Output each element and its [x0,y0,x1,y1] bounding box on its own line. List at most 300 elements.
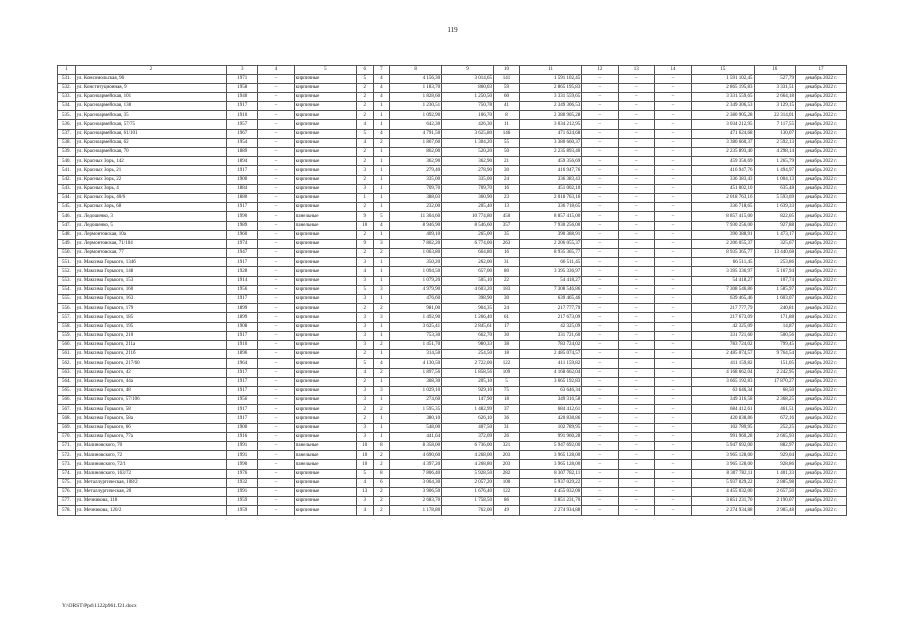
table-cell: – [258,469,294,478]
table-cell: – [258,487,294,496]
table-cell: 3 [373,285,390,294]
table-cell: 548,00 [390,423,442,432]
table-cell: – [582,285,618,294]
table-row [58,249,847,258]
table-cell: 1 094,50 [390,267,442,276]
table-cell: – [582,203,618,212]
table-cell: – [582,92,618,101]
table-cell: 357 [493,221,519,230]
table-cell: – [618,322,654,331]
table-cell: 2 722,00 [442,359,494,368]
table-cell: 1 [373,377,390,386]
table-cell: кирпичные [294,340,356,349]
table-cell: – [582,111,618,120]
table-cell: 2 274 934,88 [692,506,754,515]
table-cell: ул. Малиновского, 70 [75,442,227,451]
table-row [58,368,847,377]
table-cell: – [654,331,691,340]
table-cell: 662,70 [442,331,494,340]
table-cell: 2 349 306,53 [519,102,581,111]
table-cell: – [258,175,294,184]
table-cell: 532. [58,83,76,92]
table-cell: 416 947,76 [692,166,754,175]
table-cell: – [582,469,618,478]
table-cell: 3 395 336,97 [519,267,581,276]
table-cell: ул. Красных Зорь, 142 [75,157,227,166]
table-cell: ул. Максима Горького, 211б [75,350,227,359]
table-cell: 1 [373,267,390,276]
column-number-cell: 10 [493,66,519,75]
table-cell: декабрь 2022 г. [796,102,847,111]
table-cell: кирпичные [294,487,356,496]
table-cell: 541. [58,166,76,175]
table-cell: 3 034 212,95 [519,120,581,129]
table-cell: ул. Ледошенко, 5 [75,221,227,230]
table-cell: – [582,396,618,405]
table-cell: ул. Комсомольская, 96 [75,74,227,83]
table-cell: – [654,487,691,496]
table-cell: 3 [373,386,390,395]
table-cell: 3 906,50 [390,487,442,496]
table-cell: 2 845,61 [442,322,494,331]
table-cell: – [618,414,654,423]
column-number-cell: 3 [227,66,258,75]
table-cell: 3 014,65 [442,74,494,83]
table-cell: 3 064,30 [390,478,442,487]
table-cell: 2 235 893,40 [692,148,754,157]
table-row [58,129,847,138]
table-cell: кирпичные [294,359,356,368]
table-cell: 336 718,65 [519,203,581,212]
table-cell: – [618,478,654,487]
table-cell: 1 [373,166,390,175]
table-cell: – [258,442,294,451]
table-cell: 217 777,79 [692,304,754,313]
table-cell: 3 [373,313,390,322]
table-cell: 5 167,94 [754,267,796,276]
table-cell: – [582,331,618,340]
table-cell: – [618,120,654,129]
table-cell: ул. Лермонтовская, 77 [75,249,227,258]
table-cell: 2 [356,350,373,359]
table-cell: 252,25 [754,423,796,432]
table-cell: – [654,469,691,478]
table-cell: ул. Красных Зорь, 68 [75,203,227,212]
table-cell: 59 [493,83,519,92]
table-cell: 753,30 [390,331,442,340]
table-cell: 102 789,95 [692,423,754,432]
table-cell: ул. Красноармейская, 101 [75,92,227,101]
table-cell: 335,00 [390,175,442,184]
table-cell: 7 308 546,86 [692,285,754,294]
table-cell: 10 [356,460,373,469]
table-cell: 3 [356,432,373,441]
table-cell: 1 [373,423,390,432]
table-cell: 24 [493,304,519,313]
table-cell: декабрь 2022 г. [796,267,847,276]
table-cell: 1 828,60 [390,92,442,101]
table-cell: 1 473,17 [754,230,796,239]
table-cell: 4 [356,138,373,147]
table-row [58,148,847,157]
table-row [58,506,847,515]
table-cell: 1917 [227,203,258,212]
table-cell: кирпичные [294,368,356,377]
table-cell: – [582,423,618,432]
table-cell: 7 930 256,00 [692,221,754,230]
table-cell: 3 034 212,95 [692,120,754,129]
table-cell: 1 [373,396,390,405]
table-cell: 1959 [227,506,258,515]
table-cell: 441,64 [390,432,442,441]
table-cell: 2 [356,83,373,92]
table-cell: – [618,166,654,175]
table-cell: 17 870,27 [754,377,796,386]
table-cell: 11 [493,120,519,129]
table-cell: 217 673,09 [519,313,581,322]
table-cell: 217 777,79 [519,304,581,313]
table-cell: 10 [356,451,373,460]
table-cell: – [654,442,691,451]
table-cell: 63 646,34 [519,386,581,395]
table-row [58,92,847,101]
table-cell: 2 [373,340,390,349]
table-cell: 2 485 074,57 [692,350,754,359]
table-cell: 4 268,00 [442,451,494,460]
table-cell: 3 331,51 [754,83,796,92]
table-cell: 1991 [227,451,258,460]
table-cell: 17 [493,322,519,331]
table-cell: 1917 [227,166,258,175]
table-cell: – [258,285,294,294]
table-cell: 551. [58,258,76,267]
table-cell: 1 [373,102,390,111]
table-cell: ул. Максима Горького, 211а [75,340,227,349]
table-cell: кирпичные [294,377,356,386]
table-cell: кирпичные [294,258,356,267]
table-cell: кирпичные [294,469,356,478]
table-cell: 141 [493,74,519,83]
table-cell: ул. Конституционная, 9 [75,83,227,92]
table-cell: 42 325,09 [519,322,581,331]
table-cell: – [582,239,618,248]
table-cell: 571. [58,442,76,451]
table-cell: – [618,102,654,111]
column-number-cell: 4 [258,66,294,75]
table-cell: 535. [58,111,76,120]
table-cell: 642,30 [390,120,442,129]
table-cell: – [654,414,691,423]
table-cell: 904,35 [442,304,494,313]
table-cell: 533. [58,92,76,101]
table-cell: 5 947 692,00 [519,442,581,451]
table-cell: 1 183,70 [390,83,442,92]
table-row [58,120,847,129]
table-cell: кирпичные [294,276,356,285]
table-cell: – [618,442,654,451]
table-cell: – [618,432,654,441]
table-cell: 31 [493,423,519,432]
table-cell: – [582,212,618,221]
table-cell: 3 [356,331,373,340]
table-cell: 2 [373,497,390,506]
table-cell: 35 [493,230,519,239]
table-cell: – [654,239,691,248]
table-cell: – [258,313,294,322]
table-cell: 13 [356,487,373,496]
table-cell: декабрь 2022 г. [796,295,847,304]
table-cell: – [582,350,618,359]
table-cell: 1900 [227,175,258,184]
table-cell: декабрь 2022 г. [796,368,847,377]
table-cell: 1960 [227,230,258,239]
table-cell: 2 [356,157,373,166]
table-row [58,414,847,423]
table-cell: 4 603,20 [442,285,494,294]
table-cell: декабрь 2022 г. [796,442,847,451]
table-cell: 183 [493,285,519,294]
table-cell: 8 [373,442,390,451]
housing-table [57,65,847,516]
table-cell: ул. Максима Горького, 48 [75,386,227,395]
table-cell: – [258,212,294,221]
table-cell: 4 455 032,00 [519,487,581,496]
table-cell: 26 [493,432,519,441]
table-row [58,83,847,92]
table-cell: 22 [493,276,519,285]
table-cell: 75 [493,386,519,395]
table-cell: декабрь 2022 г. [796,230,847,239]
table-cell: 1 [373,258,390,267]
table-cell: – [582,497,618,506]
table-cell: 539. [58,148,76,157]
table-cell: 151,05 [754,359,796,368]
table-cell: 577. [58,497,76,506]
table-cell: 314,50 [390,350,442,359]
table-cell: ул. Максима Горького, 195 [75,322,227,331]
table-cell: 416 947,76 [519,166,581,175]
table-cell: – [618,193,654,202]
table-cell: – [654,102,691,111]
table-row [58,359,847,368]
table-cell: – [582,313,618,322]
table-cell: – [582,506,618,515]
table-cell: 1 603,07 [754,295,796,304]
table-cell: ул. Максима Горького, 163 [75,295,227,304]
table-cell: 578. [58,506,76,515]
table-cell: 308,30 [390,377,442,386]
table-cell: 573. [58,460,76,469]
table-cell: 30 [493,295,519,304]
table-cell: кирпичные [294,203,356,212]
table-cell: – [582,414,618,423]
table-cell: 1 [373,230,390,239]
table-cell: декабрь 2022 г. [796,166,847,175]
table-cell: 30 [493,331,519,340]
table-cell: 1894 [227,157,258,166]
table-cell: – [582,460,618,469]
table-cell: кирпичные [294,285,356,294]
table-cell: 2 [356,102,373,111]
table-cell: – [258,102,294,111]
table-cell: декабрь 2022 г. [796,377,847,386]
table-cell: 6 774,00 [442,239,494,248]
table-cell: – [654,295,691,304]
table-cell: 2 [356,203,373,212]
table-cell: 1 [373,432,390,441]
table-cell: 1 867,60 [390,138,442,147]
table-cell: 4 168 662,04 [519,368,581,377]
table-cell: 10 774,80 [442,212,494,221]
table-cell: ул. Металлургическая, 20 [75,487,227,496]
table-cell: 54 418,27 [692,276,754,285]
table-cell: – [258,414,294,423]
table-cell: – [654,120,691,129]
table-cell: декабрь 2022 г. [796,285,847,294]
table-cell: ул. Красных Зорь, 40/6 [75,193,227,202]
column-number-cell: 16 [754,66,796,75]
table-cell: 537. [58,129,76,138]
table-cell: 1958 [227,83,258,92]
table-cell: 1 [373,175,390,184]
table-cell: 55 [493,138,519,147]
table-cell: – [654,92,691,101]
table-cell: 13 440,68 [754,249,796,258]
table-cell: 549. [58,239,76,248]
table-cell: 3 [356,313,373,322]
table-cell: 2 [373,506,390,515]
table-cell: ул. Максима Горького, 77а [75,432,227,441]
table-cell: кирпичные [294,184,356,193]
table-cell: 205,10 [442,377,494,386]
table-cell: 476,60 [390,295,442,304]
table-cell: 3 665 192,83 [519,377,581,386]
table-cell: кирпичные [294,249,356,258]
table-cell: – [258,267,294,276]
table-cell: 205,40 [442,203,494,212]
table-cell: 2 [356,148,373,157]
table-cell: 2 885,98 [754,478,796,487]
table-cell: – [618,138,654,147]
column-number-cell: 6 [356,66,373,75]
table-cell: 4 455 032,00 [692,487,754,496]
table-cell: 130,07 [754,129,796,138]
table-cell: ул. Мечникова, 118 [75,497,227,506]
table-cell: – [258,221,294,230]
table-cell: – [258,322,294,331]
table-cell: кирпичные [294,313,356,322]
table-cell: 1917 [227,405,258,414]
table-cell: – [258,460,294,469]
table-cell: – [258,111,294,120]
table-cell: 626,10 [442,414,494,423]
table-cell: – [258,193,294,202]
table-cell: 1 [373,322,390,331]
table-cell: 5 [356,469,373,478]
table-cell: 30 [493,166,519,175]
table-cell: 657,00 [442,267,494,276]
table-cell: – [654,386,691,395]
table-cell: 1 858,56 [442,368,494,377]
table-cell: – [654,405,691,414]
table-cell: – [258,138,294,147]
table-cell: – [618,212,654,221]
table-cell: 5 [356,129,373,138]
column-number-cell: 2 [75,66,227,75]
table-cell: ул. Максима Горького, 210 [75,331,227,340]
table-cell: ул. Максима Горького, 148 [75,267,227,276]
table-cell: 762,00 [442,506,494,515]
table-cell: – [654,258,691,267]
table-cell: – [258,451,294,460]
table-cell: 68,50 [754,386,796,395]
table-cell: 684 412,61 [519,405,581,414]
table-cell: – [582,405,618,414]
table-cell: 2 [356,304,373,313]
table-cell: 4 130,50 [390,359,442,368]
table-cell: 5 928,50 [442,469,494,478]
table-cell: 3 965 128,00 [519,460,581,469]
table-cell: 2 057,20 [442,478,494,487]
table-cell: – [258,405,294,414]
table-cell: кирпичные [294,83,356,92]
table-cell: 8 358,00 [390,442,442,451]
table-cell: 8 307 782,11 [519,469,581,478]
table-cell: – [582,451,618,460]
table-cell: декабрь 2022 г. [796,487,847,496]
table-cell: – [582,193,618,202]
table-cell: – [582,129,618,138]
table-cell: 1 266,40 [442,313,494,322]
table-cell: 2 368,25 [754,396,796,405]
table-cell: 927,88 [754,221,796,230]
table-cell: – [582,102,618,111]
table-cell: декабрь 2022 г. [796,396,847,405]
table-cell: декабрь 2022 г. [796,83,847,92]
table-cell: 1917 [227,331,258,340]
table-cell: – [582,432,618,441]
table-cell: 4 [373,92,390,101]
table-cell: 1880 [227,193,258,202]
table-cell: ул. Максима Горького, 44а [75,377,227,386]
table-cell: 1 451,70 [390,340,442,349]
table-cell: – [258,276,294,285]
table-cell: 3 965 128,00 [692,460,754,469]
table-cell: – [654,175,691,184]
table-cell: 3 851 231,70 [692,497,754,506]
table-cell: 534. [58,102,76,111]
table-cell: 5 593,69 [754,193,796,202]
column-number-cell: 12 [582,66,618,75]
table-cell: 4 [373,359,390,368]
table-cell: 1989 [227,221,258,230]
table-cell: 10 [356,221,373,230]
table-cell: – [618,258,654,267]
table-cell: – [582,359,618,368]
table-cell: ул. Металлургическая, 108/2 [75,478,227,487]
table-cell: кирпичные [294,396,356,405]
table-cell: ул. Максима Горького, 58а [75,414,227,423]
table-cell: 2 [356,249,373,258]
table-cell: – [618,469,654,478]
table-cell: – [618,331,654,340]
table-cell: 1 [373,203,390,212]
table-row [58,350,847,359]
table-cell: 3 965 128,00 [519,451,581,460]
table-cell: 4 168 662,04 [692,368,754,377]
table-cell: 555. [58,295,76,304]
table-cell: 336 718,65 [692,203,754,212]
